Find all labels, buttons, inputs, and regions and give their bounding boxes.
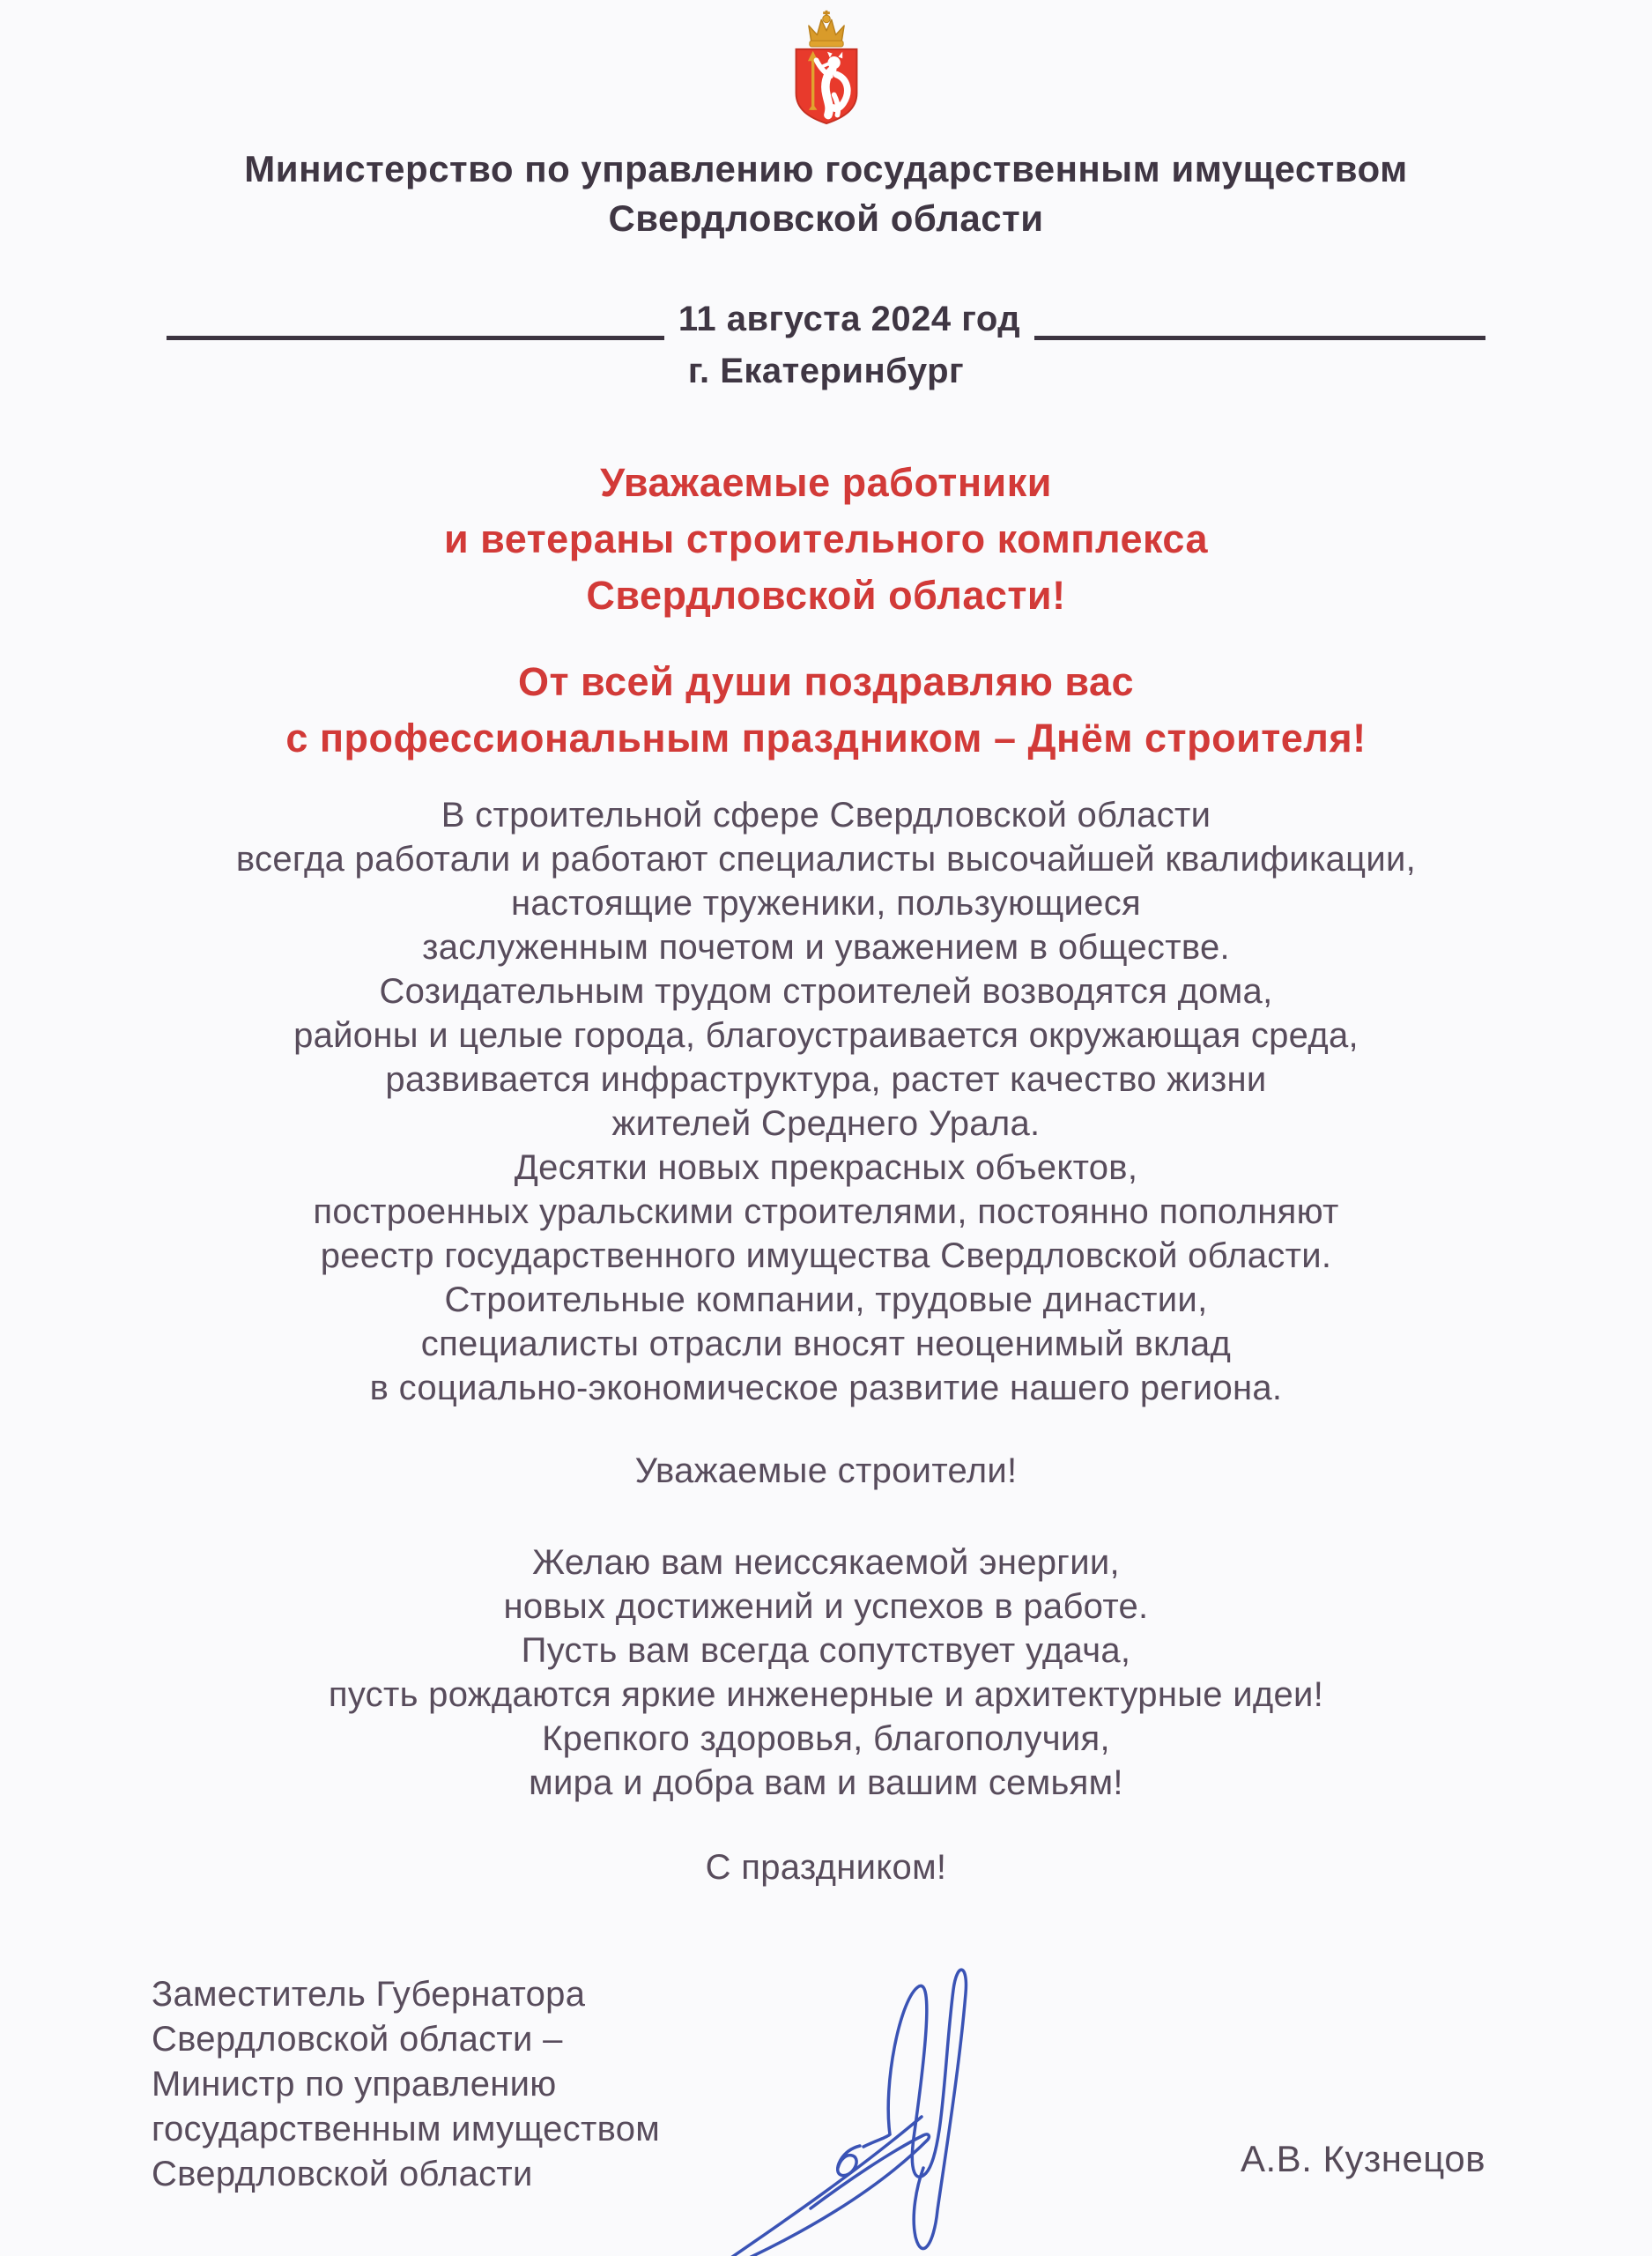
- body-paragraph-2: [0, 1540, 1652, 1805]
- body-paragraph-1: [0, 793, 1652, 1410]
- ministry-header: [0, 145, 1652, 243]
- greeting-line: От всей души поздравляю вас: [517, 659, 1135, 704]
- letter-date: 11 августа 2024 год: [678, 300, 1021, 338]
- signer-title-line: Министр по управлению: [152, 2065, 557, 2104]
- body-line: районы и целые города, благоустраивается окружающая среда,: [293, 1016, 1359, 1055]
- salutation-line: Свердловской области!: [586, 573, 1066, 618]
- body-line: мира и добра вам и вашим семьям!: [529, 1763, 1123, 1802]
- body-line: Созидательным трудом строителей возводятся дома,: [379, 972, 1273, 1011]
- body-line: Пусть вам всегда сопутствует удача,: [521, 1631, 1131, 1670]
- body-line: в социально-экономическое развитие нашего региона.: [369, 1369, 1283, 1407]
- body-line: развивается инфраструктура, растет качество жизни: [385, 1060, 1267, 1099]
- body-line: жителей Среднего Урала.: [611, 1104, 1041, 1143]
- signer-title-line: Свердловской области: [152, 2155, 533, 2193]
- sverdlovsk-coat-of-arms-icon: [788, 7, 865, 125]
- greeting-line: с профессиональным праздником – Днём строителя!: [285, 716, 1367, 761]
- body-line: В строительной сфере Свердловской области: [441, 796, 1211, 835]
- salutation-heading: [0, 455, 1652, 624]
- body-line: заслуженным почетом и уважением в обществе.: [422, 928, 1230, 967]
- body-line: Крепкого здоровья, благополучия,: [542, 1719, 1110, 1758]
- body-line: специалисты отрасли вносят неоценимый вклад: [420, 1325, 1232, 1363]
- signer-title-line: государственным имуществом: [152, 2110, 661, 2148]
- signer-title-line: Свердловской области –: [152, 2020, 563, 2059]
- signer-name: А.В. Кузнецов: [1241, 2138, 1486, 2179]
- letter-city: г. Екатеринбург: [687, 352, 965, 390]
- date-underline-left: [167, 336, 664, 340]
- crown-icon: [808, 11, 843, 47]
- body-line: пусть рождаются яркие инженерные и архитектурные идеи!: [328, 1675, 1324, 1714]
- salutation-line: и ветераны строительного комплекса: [443, 516, 1209, 561]
- greeting-heading: [0, 631, 1652, 767]
- body-line: Желаю вам неиссякаемой энергии,: [532, 1543, 1120, 1582]
- ministry-header-line1: Министерство по управлению государственным имуществом: [244, 148, 1408, 189]
- shield-icon: [796, 49, 856, 123]
- signer-title: [152, 1972, 660, 2197]
- builders-address-line: Уважаемые строители!: [634, 1451, 1018, 1490]
- date-underline-right: [1034, 336, 1485, 340]
- body-line: построенных уральскими строителями, постоянно пополняют: [313, 1192, 1339, 1231]
- ministry-header-line2: Свердловской области: [608, 197, 1044, 239]
- body-line: настоящие труженики, пользующиеся: [511, 884, 1141, 923]
- salutation-line: Уважаемые работники: [600, 460, 1052, 505]
- date-row: [0, 296, 1652, 342]
- handwritten-signature-icon: [714, 1951, 1128, 2256]
- body-line: Строительные компании, трудовые династии,: [444, 1280, 1208, 1319]
- body-line: Десятки новых прекрасных объектов,: [514, 1148, 1138, 1187]
- body-line: реестр государственного имущества Свердловской области.: [320, 1236, 1332, 1275]
- closing-line: С праздником!: [705, 1848, 947, 1887]
- signature-block: [0, 1969, 1652, 2256]
- signer-title-line: Заместитель Губернатора: [152, 1975, 586, 2014]
- body-line: новых достижений и успехов в работе.: [503, 1587, 1149, 1626]
- body-line: всегда работали и работают специалисты высочайшей квалификации,: [235, 840, 1417, 879]
